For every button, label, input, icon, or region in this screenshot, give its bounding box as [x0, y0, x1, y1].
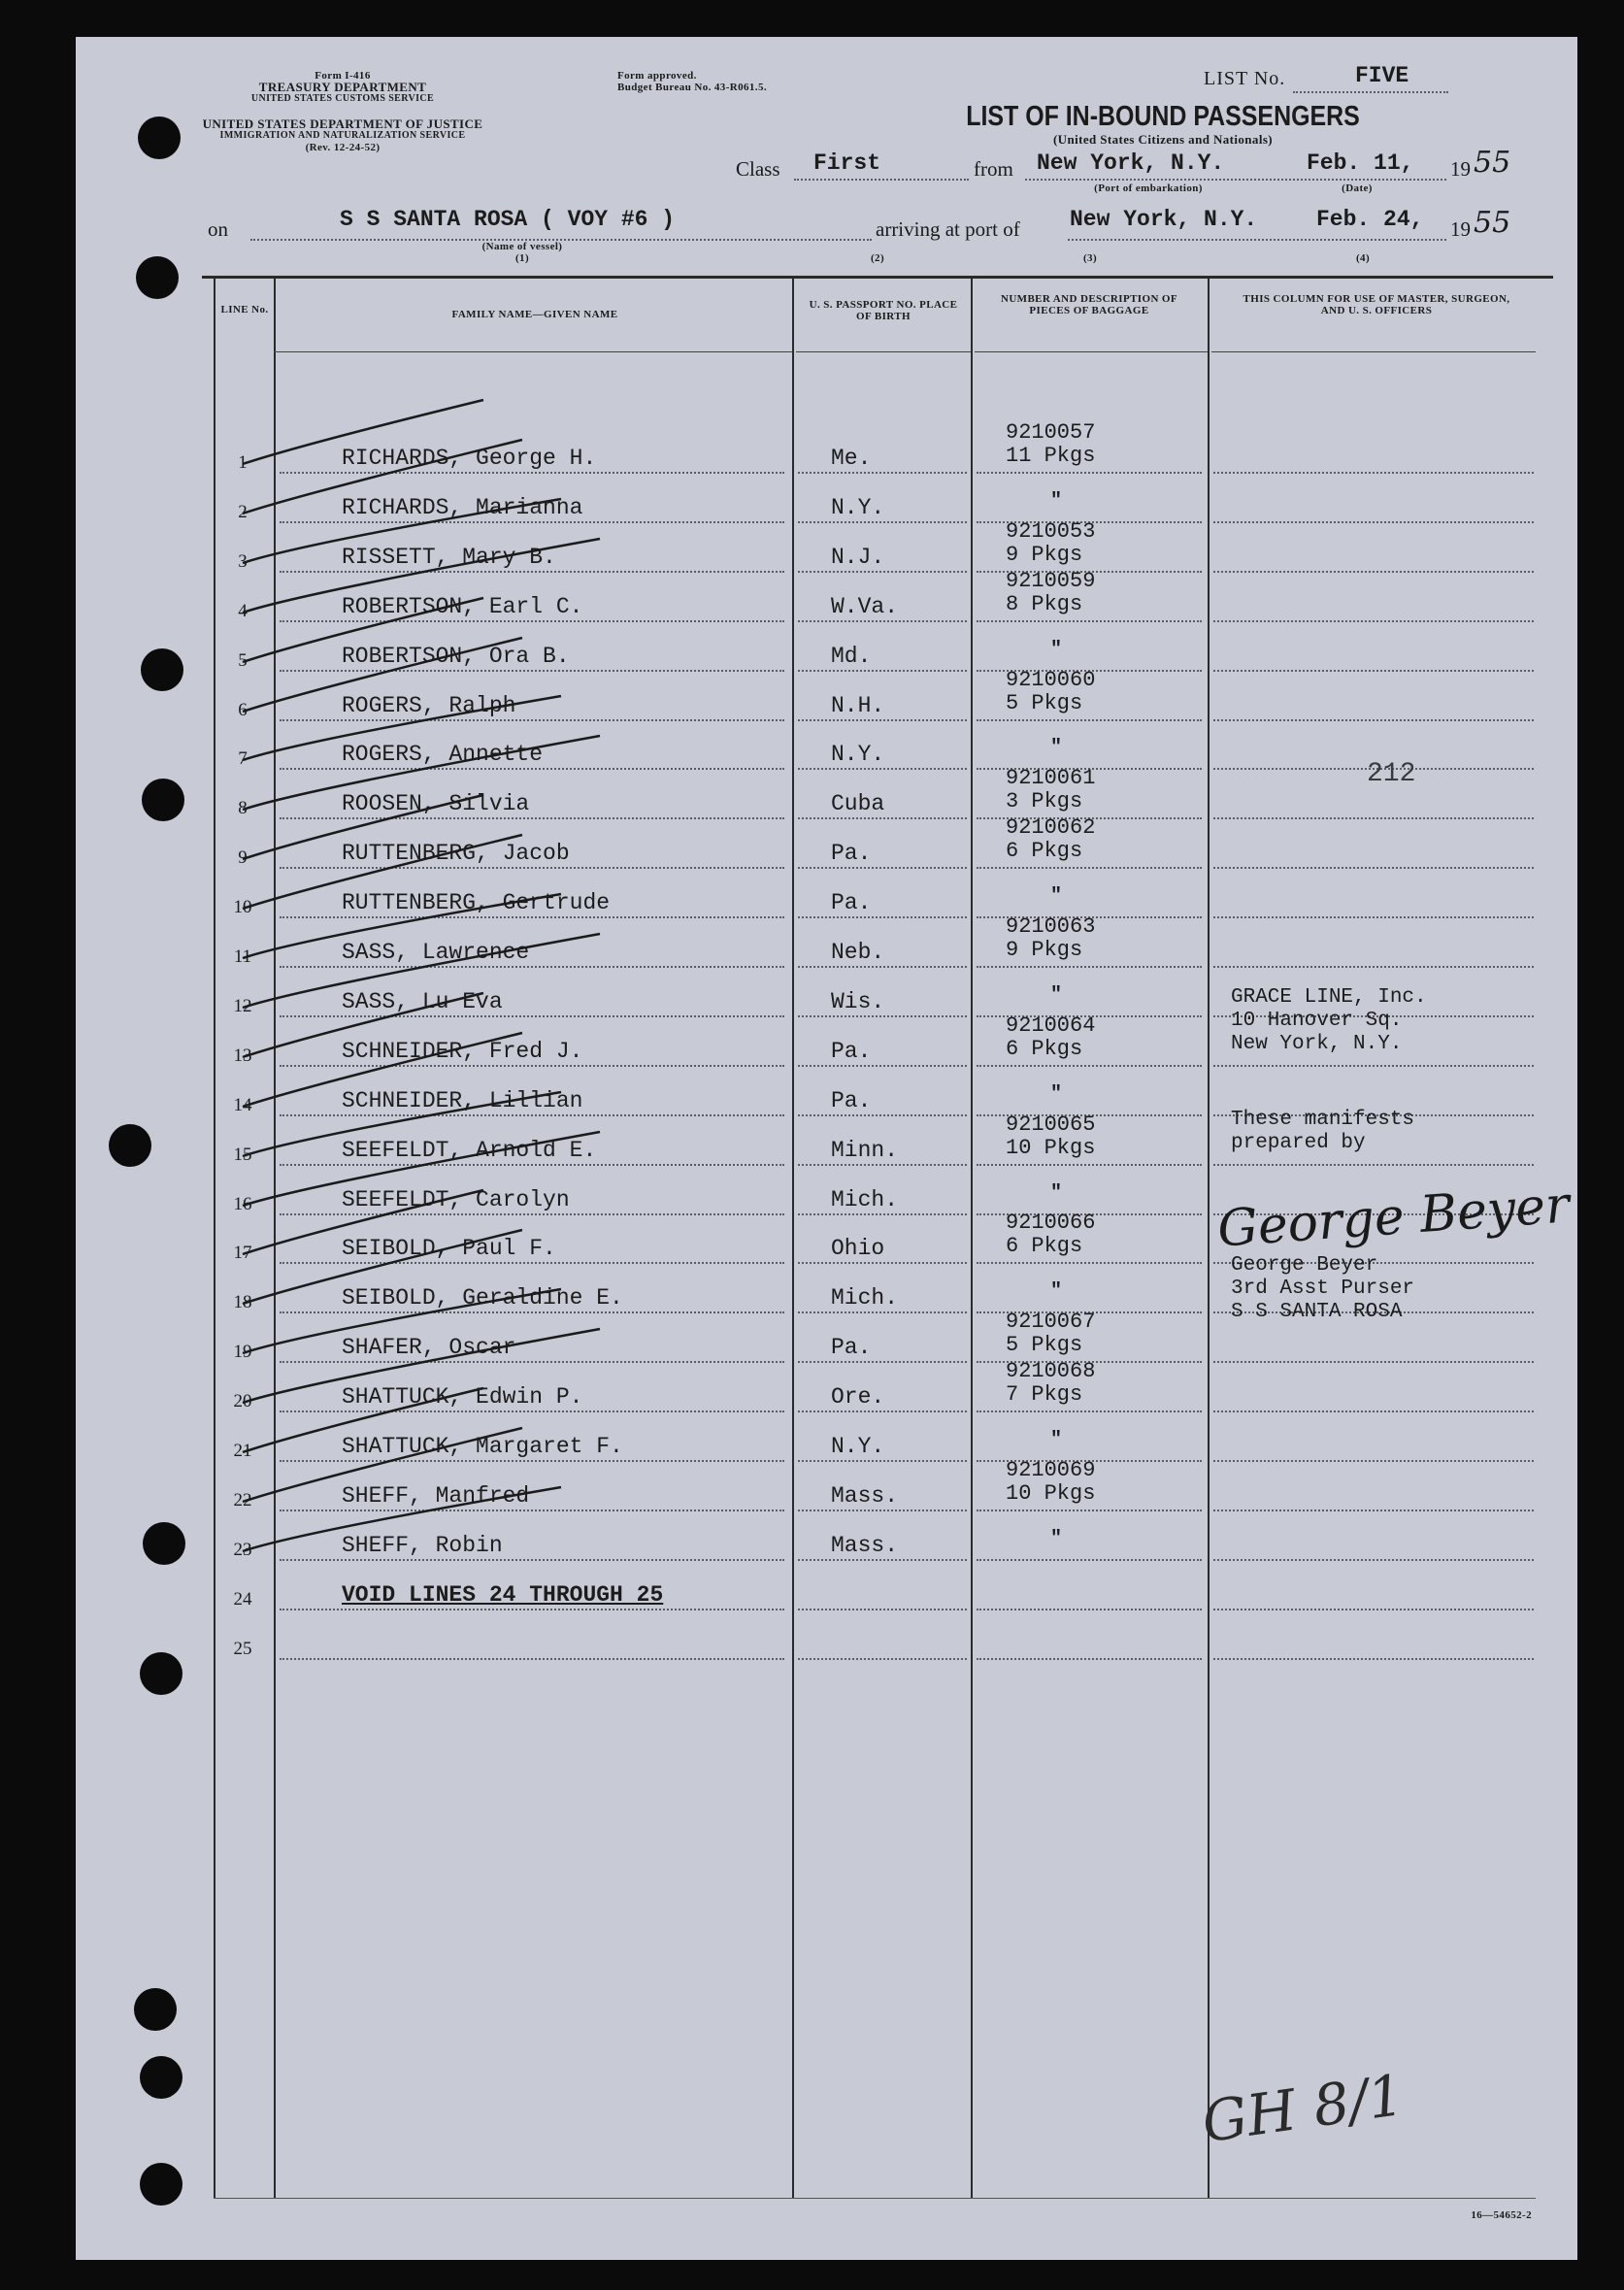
line-number: 5: [238, 650, 248, 671]
baggage-number: 9210053: [1006, 519, 1096, 544]
baggage-number: 9210059: [1006, 569, 1096, 593]
treasury-dept: TREASURY DEPARTMENT: [258, 80, 427, 94]
form-subtitle: (United States Citizens and Nationals): [1052, 132, 1274, 147]
baggage-number: 9210065: [1006, 1112, 1096, 1137]
baggage-count: 6 Pkgs: [1006, 839, 1083, 863]
baggage-count: 7 Pkgs: [1006, 1382, 1083, 1407]
line-number: 22: [233, 1490, 252, 1510]
passenger-name: SEEFELDT, Arnold E.: [342, 1138, 597, 1163]
baggage-number: 9210060: [1006, 668, 1096, 692]
passenger-name: SHEFF, Manfred: [342, 1483, 530, 1509]
prepared-line-2: prepared by: [1231, 1132, 1366, 1154]
from-port: New York, N.Y.: [1037, 150, 1225, 176]
baggage-count: 9 Pkgs: [1006, 938, 1083, 962]
passenger-name: SASS, Lawrence: [342, 940, 530, 965]
passenger-name: ROBERTSON, Ora B.: [342, 644, 570, 669]
line-number: 1: [238, 452, 248, 473]
port-caption: (Port of embarkation): [1094, 183, 1203, 194]
check-mark: [243, 993, 483, 1057]
col-baggage: NUMBER AND DESCRIPTION OF PIECES OF BAGGAGE: [1000, 293, 1178, 316]
check-mark: [243, 1092, 561, 1156]
baggage-count: 11 Pkgs: [1006, 444, 1096, 468]
passenger-name: ROGERS, Ralph: [342, 693, 516, 718]
check-mark: [243, 1487, 561, 1551]
passenger-name: SHEFF, Robin: [342, 1533, 503, 1558]
class-value: First: [813, 150, 881, 176]
from-label: from: [974, 157, 1013, 181]
from-date: Feb. 11,: [1307, 150, 1414, 176]
passenger-name: ROGERS, Annette: [342, 742, 544, 767]
line-number: 9: [238, 847, 248, 868]
place-of-birth: Wis.: [831, 989, 885, 1014]
list-no-label: LIST No.: [1204, 68, 1286, 89]
justice-dept: UNITED STATES DEPARTMENT OF JUSTICE: [202, 116, 483, 131]
check-mark: [243, 400, 483, 464]
place-of-birth: Mass.: [831, 1533, 899, 1558]
ditto-mark: ": [1050, 639, 1063, 661]
passenger-name: SEEFELDT, Carolyn: [342, 1187, 570, 1212]
passenger-name: SEIBOLD, Paul F.: [342, 1236, 556, 1261]
line-number: 15: [233, 1145, 252, 1165]
baggage-count: 10 Pkgs: [1006, 1136, 1096, 1160]
prepared-line-1: These manifests: [1231, 1109, 1415, 1131]
initials-signature: GH 8/1: [1198, 2061, 1409, 2156]
col2-caption: (2): [870, 252, 885, 264]
date-caption: (Date): [1342, 183, 1373, 194]
place-of-birth: Mich.: [831, 1187, 899, 1212]
passenger-name: RUTTENBERG, Jacob: [342, 841, 570, 866]
ditto-mark: ": [1050, 1429, 1063, 1451]
line-number: 2: [238, 502, 248, 522]
line-number: 18: [233, 1292, 252, 1312]
place-of-birth: Pa.: [831, 841, 872, 866]
baggage-count: 5 Pkgs: [1006, 691, 1083, 715]
check-mark: [243, 598, 483, 662]
passenger-name: SASS, Lu Eva: [342, 989, 503, 1014]
baggage-count: 6 Pkgs: [1006, 1037, 1083, 1061]
passenger-name: RICHARDS, George H.: [342, 446, 597, 471]
baggage-number: 9210062: [1006, 815, 1096, 840]
form-approved: Form approved.: [617, 70, 697, 82]
passenger-name: SEIBOLD, Geraldine E.: [342, 1285, 623, 1311]
line-number: 13: [233, 1045, 252, 1066]
baggage-number: 9210069: [1006, 1458, 1096, 1482]
baggage-number: 9210066: [1006, 1211, 1096, 1235]
check-mark: [243, 693, 561, 760]
check-mark: [243, 795, 483, 859]
place-of-birth: N.Y.: [831, 1434, 885, 1459]
place-of-birth: Cuba: [831, 791, 885, 816]
passenger-name: SHATTUCK, Edwin P.: [342, 1384, 583, 1410]
baggage-count: 3 Pkgs: [1006, 789, 1083, 813]
place-of-birth: Pa.: [831, 1039, 872, 1064]
baggage-number: 9210064: [1006, 1013, 1096, 1038]
revision: (Rev. 12-24-52): [305, 142, 381, 153]
arriving-label: arriving at port of: [876, 217, 1020, 241]
arrival-year-prefix: 19: [1450, 217, 1471, 241]
place-of-birth: Ohio: [831, 1236, 885, 1261]
line-number: 4: [238, 601, 248, 621]
place-of-birth: Neb.: [831, 940, 885, 965]
line-number: 10: [233, 897, 252, 917]
form-title: LIST OF IN-BOUND PASSENGERS: [966, 101, 1360, 132]
place-of-birth: Pa.: [831, 890, 872, 915]
check-mark: [243, 894, 561, 958]
line-number: 25: [233, 1639, 252, 1659]
ditto-mark: ": [1050, 490, 1063, 513]
grace-line-1: GRACE LINE, Inc.: [1231, 986, 1427, 1009]
line-number: 17: [233, 1243, 252, 1263]
baggage-number: 9210063: [1006, 914, 1096, 939]
place-of-birth: N.J.: [831, 545, 885, 570]
place-of-birth: N.H.: [831, 693, 885, 718]
line-number: 7: [238, 748, 248, 769]
customs-service: UNITED STATES CUSTOMS SERVICE: [250, 93, 435, 104]
line-number: 16: [233, 1194, 252, 1214]
vessel-name: S S SANTA ROSA ( VOY #6 ): [340, 207, 676, 232]
place-of-birth: Md.: [831, 644, 872, 669]
manifest-sheet: [76, 37, 1577, 2260]
line-number: 11: [233, 946, 252, 967]
line-number: 8: [238, 798, 248, 818]
passenger-name: SHATTUCK, Margaret F.: [342, 1434, 623, 1459]
line-number: 6: [238, 700, 248, 720]
grace-line-3: New York, N.Y.: [1231, 1033, 1403, 1055]
passenger-name: RUTTENBERG, Gertrude: [342, 890, 611, 915]
line-number: 14: [233, 1095, 252, 1115]
passenger-name: ROOSEN, Silvia: [342, 791, 530, 816]
ditto-mark: ": [1050, 1280, 1063, 1303]
on-label: on: [208, 217, 228, 241]
arrival-port: New York, N.Y.: [1070, 207, 1258, 232]
baggage-number: 9210057: [1006, 420, 1096, 445]
place-of-birth: Pa.: [831, 1088, 872, 1113]
budget-bureau: Budget Bureau No. 43-R061.5.: [617, 82, 768, 93]
passenger-name: ROBERTSON, Earl C.: [342, 594, 583, 619]
place-of-birth: Mich.: [831, 1285, 899, 1311]
col-passport: U. S. PASSPORT NO. PLACE OF BIRTH: [809, 299, 958, 322]
ditto-mark: ": [1050, 984, 1063, 1007]
from-year: 55: [1474, 146, 1511, 180]
place-of-birth: Minn.: [831, 1138, 899, 1163]
passenger-name: RICHARDS, Marianna: [342, 495, 583, 520]
col-officers: THIS COLUMN FOR USE OF MASTER, SURGEON, AND U. S. OFFICERS: [1243, 293, 1510, 316]
passenger-name: VOID LINES 24 THROUGH 25: [342, 1582, 664, 1608]
list-no-value: FIVE: [1355, 63, 1409, 88]
baggage-count: 5 Pkgs: [1006, 1333, 1083, 1357]
col-name: FAMILY NAME—GIVEN NAME: [451, 309, 618, 320]
check-mark: [243, 1388, 483, 1452]
place-of-birth: Me.: [831, 446, 872, 471]
place-of-birth: N.Y.: [831, 742, 885, 767]
passenger-name: RISSETT, Mary B.: [342, 545, 556, 570]
place-of-birth: N.Y.: [831, 495, 885, 520]
check-marks: [76, 37, 1577, 2260]
check-mark: [243, 499, 561, 563]
col4-caption: (4): [1355, 252, 1371, 264]
vessel-title: S S SANTA ROSA: [1231, 1301, 1403, 1323]
arrival-date: Feb. 24,: [1316, 207, 1424, 232]
line-number: 20: [233, 1391, 252, 1411]
stamp-number: 212: [1367, 759, 1416, 789]
baggage-count: 8 Pkgs: [1006, 592, 1083, 616]
ditto-mark: ": [1050, 885, 1063, 908]
line-number: 21: [233, 1441, 252, 1461]
line-number: 12: [233, 996, 252, 1016]
vessel-caption-no: (1): [514, 252, 530, 264]
passenger-name: SCHNEIDER, Lillian: [342, 1088, 583, 1113]
baggage-number: 9210068: [1006, 1359, 1096, 1383]
vessel-caption: (Name of vessel): [481, 241, 563, 252]
line-number: 24: [233, 1589, 252, 1610]
ditto-mark: ": [1050, 1182, 1063, 1205]
form-number: Form I-416: [315, 70, 371, 82]
print-code: 16—54652-2: [1471, 2209, 1532, 2221]
grace-line-2: 10 Hanover Sq.: [1231, 1010, 1403, 1032]
place-of-birth: W.Va.: [831, 594, 899, 619]
check-mark: [243, 1289, 561, 1353]
place-of-birth: Pa.: [831, 1335, 872, 1360]
baggage-count: 9 Pkgs: [1006, 543, 1083, 567]
purser-title: 3rd Asst Purser: [1231, 1278, 1415, 1300]
passenger-name: SCHNEIDER, Fred J.: [342, 1039, 583, 1064]
ins-service: IMMIGRATION AND NATURALIZATION SERVICE: [219, 130, 466, 141]
from-year-prefix: 19: [1450, 157, 1471, 181]
line-number: 23: [233, 1540, 252, 1560]
typed-name: George Beyer: [1231, 1254, 1378, 1277]
baggage-number: 9210061: [1006, 766, 1096, 790]
ditto-mark: ": [1050, 1528, 1063, 1550]
arrival-year: 55: [1474, 206, 1511, 240]
line-number: 19: [233, 1342, 252, 1362]
baggage-count: 10 Pkgs: [1006, 1481, 1096, 1506]
class-label: Class: [736, 157, 780, 181]
col-line-no: LINE No.: [220, 304, 269, 315]
passenger-name: SHAFER, Oscar: [342, 1335, 516, 1360]
col3-caption: (3): [1082, 252, 1098, 264]
check-mark: [243, 1190, 483, 1254]
place-of-birth: Mass.: [831, 1483, 899, 1509]
baggage-number: 9210067: [1006, 1310, 1096, 1334]
baggage-count: 6 Pkgs: [1006, 1234, 1083, 1258]
ditto-mark: ": [1050, 737, 1063, 759]
ditto-mark: ": [1050, 1083, 1063, 1106]
place-of-birth: Ore.: [831, 1384, 885, 1410]
line-number: 3: [238, 551, 248, 572]
handwritten-signature: George Beyer: [1215, 1176, 1572, 1259]
